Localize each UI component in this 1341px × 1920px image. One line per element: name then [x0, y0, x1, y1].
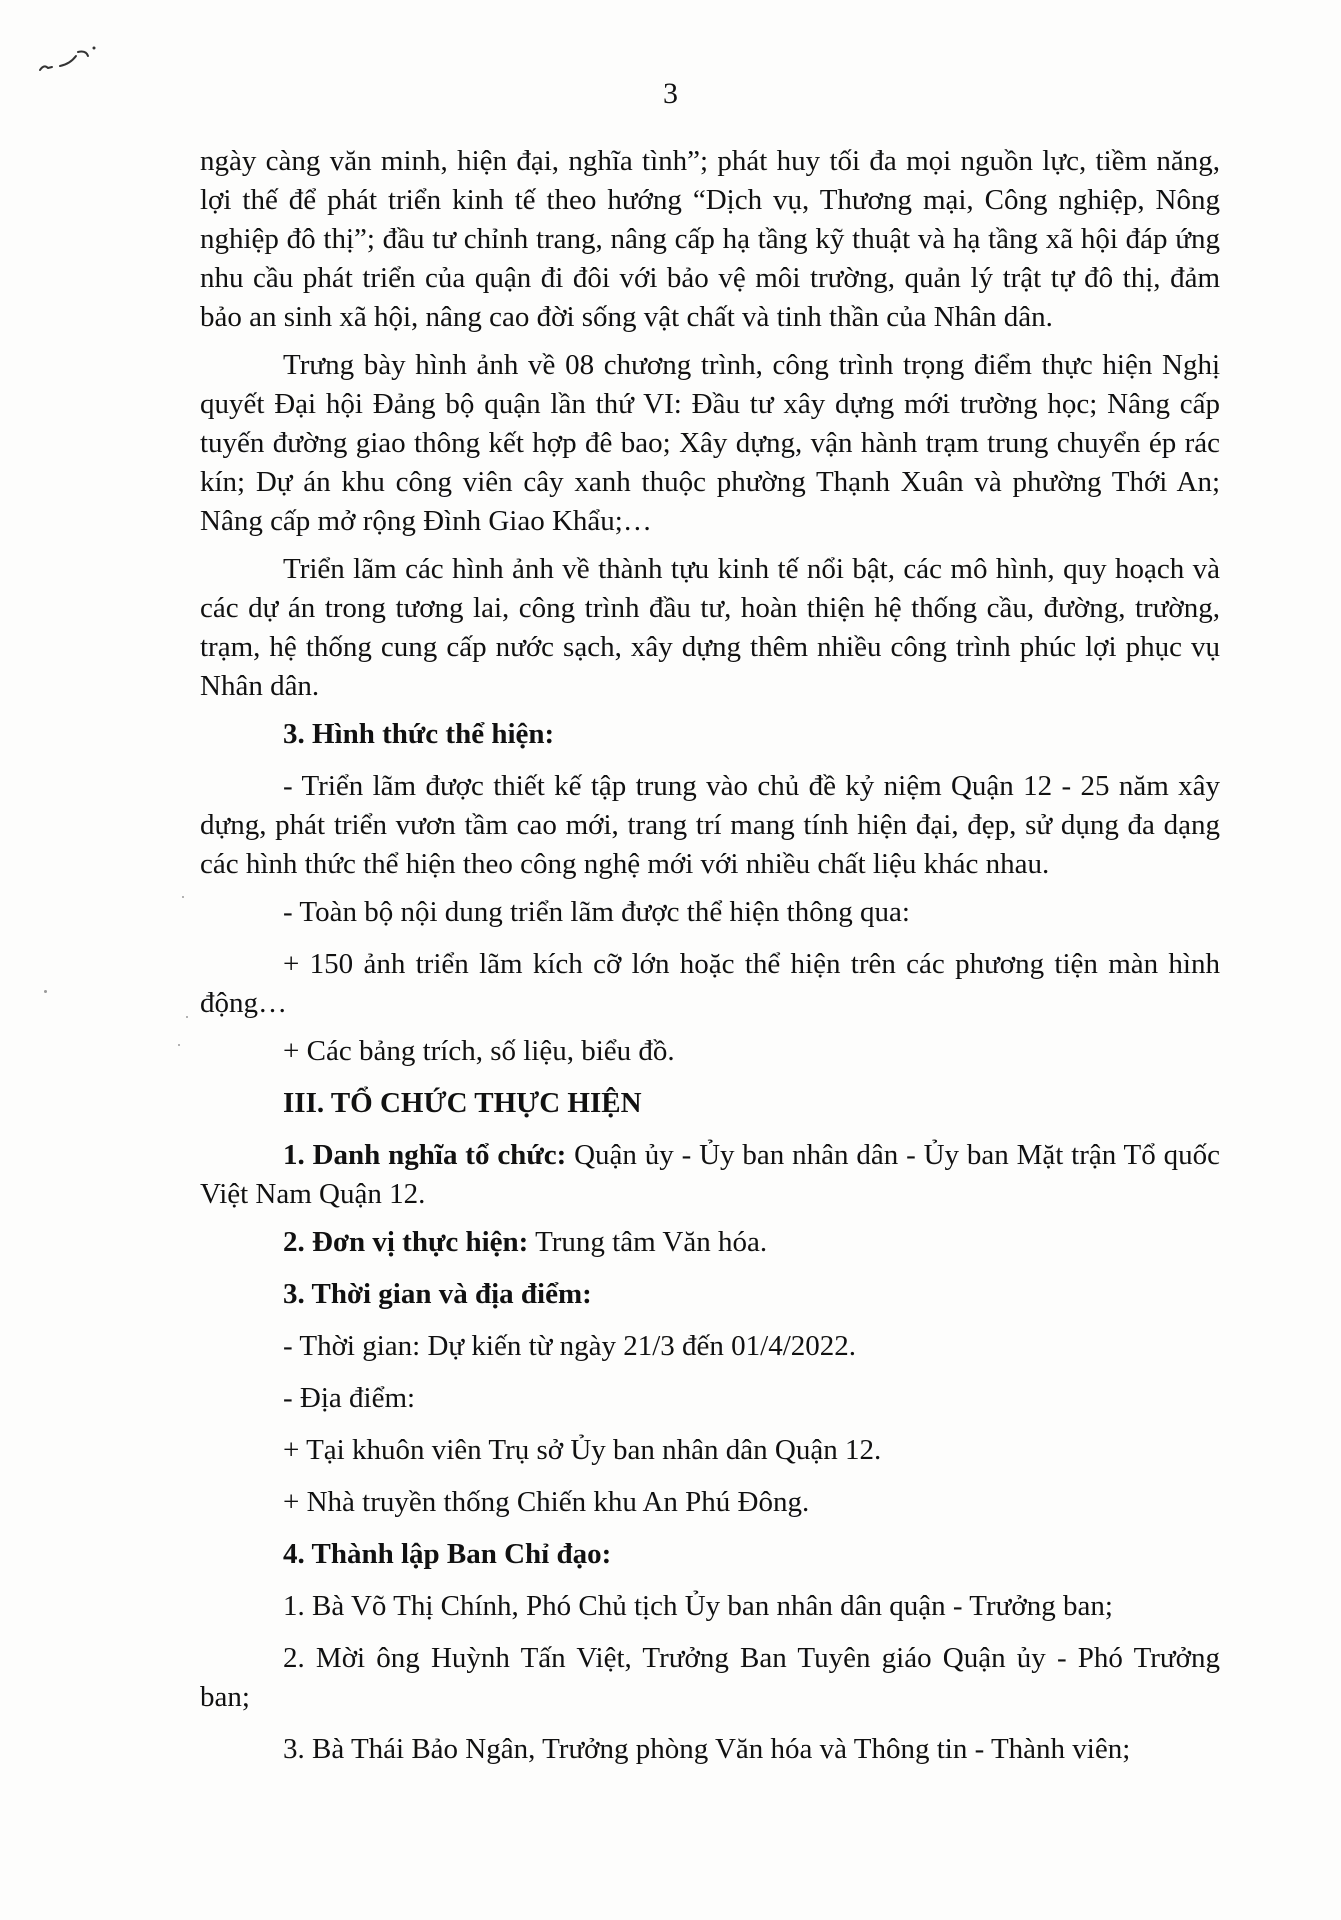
- list-item: [200, 1483, 1220, 1522]
- paragraph-heading: III. TỔ CHỨC THỰC HIỆN: [283, 1087, 642, 1119]
- paragraph: [200, 1223, 1220, 1262]
- paragraph: [200, 550, 1220, 706]
- scan-speck: [182, 896, 184, 898]
- paragraph-text: - Toàn bộ nội dung triển lãm được thể hiện thông qua:: [283, 896, 910, 928]
- list-item: [200, 1587, 1220, 1626]
- paragraph-text: + Các bảng trích, số liệu, biểu đồ.: [283, 1035, 675, 1067]
- scan-speck: [178, 1044, 180, 1046]
- list-item: [200, 1639, 1220, 1717]
- paragraph-text: + 150 ảnh triển lãm kích cỡ lớn hoặc thể hiện trên các phương tiện màn hình động…: [200, 948, 1220, 1019]
- list-item: [200, 1431, 1220, 1470]
- list-item: [200, 945, 1220, 1023]
- paragraph-text: Triển lãm các hình ảnh về thành tựu kinh tế nổi bật, các mô hình, quy hoạch và các dự án trong tương lai, công trình đầu tư, hoàn thiện hệ thống cầu, đường, trường, trạm, hệ thống cung cấp nước sạch, xây dựng thêm nhiều công trình phúc lợi phục vụ Nhân dân.: [200, 553, 1220, 702]
- page-number: 3: [663, 77, 678, 110]
- document-body: [200, 142, 1220, 1778]
- paragraph: [200, 346, 1220, 541]
- paragraph-heading: 3. Thời gian và địa điểm:: [283, 1278, 592, 1310]
- paragraph-text: + Nhà truyền thống Chiến khu An Phú Đông.: [283, 1486, 810, 1518]
- paragraph: [200, 893, 1220, 932]
- paragraph: [200, 1379, 1220, 1418]
- section-heading: [200, 1275, 1220, 1314]
- list-item: [200, 1730, 1220, 1769]
- paragraph: [200, 767, 1220, 884]
- scan-speck: [186, 1016, 188, 1018]
- list-item: [200, 1032, 1220, 1071]
- paragraph: [200, 142, 1220, 337]
- section-heading: [200, 1084, 1220, 1123]
- paragraph-heading: 3. Hình thức thể hiện:: [283, 718, 555, 750]
- paragraph-heading: 4. Thành lập Ban Chỉ đạo:: [283, 1538, 612, 1570]
- paragraph-text: 1. Bà Võ Thị Chính, Phó Chủ tịch Ủy ban nhân dân quận - Trưởng ban;: [283, 1590, 1113, 1622]
- paragraph-heading: 1. Danh nghĩa tổ chức:: [283, 1139, 567, 1171]
- paragraph-text: - Thời gian: Dự kiến từ ngày 21/3 đến 01/4/2022.: [283, 1330, 857, 1362]
- paragraph-text: 2. Mời ông Huỳnh Tấn Việt, Trưởng Ban Tuyên giáo Quận ủy - Phó Trưởng ban;: [200, 1642, 1220, 1713]
- section-heading: [200, 1535, 1220, 1574]
- section-heading: [200, 715, 1220, 754]
- paragraph-text: Quận ủy - Ủy ban nhân dân - Ủy ban Mặt trận Tổ quốc Việt Nam Quận 12.: [200, 1139, 1220, 1210]
- paragraph-text: Trưng bày hình ảnh về 08 chương trình, công trình trọng điểm thực hiện Nghị quyết Đại hội Đảng bộ quận lần thứ VI: Đầu tư xây dựng mới trường học; Nâng cấp tuyến đường giao thông kết hợp đê bao; Xây dựng, vận hành trạm trung chuyển ép rác kín; Dự án khu công viên cây xanh thuộc phường Thạnh Xuân và phường Thới An; Nâng cấp mở rộng Đình Giao Khẩu;…: [200, 349, 1220, 537]
- scan-speck: [44, 990, 47, 993]
- paragraph-heading: 2. Đơn vị thực hiện:: [283, 1226, 529, 1258]
- paragraph-text: - Triển lãm được thiết kế tập trung vào chủ đề kỷ niệm Quận 12 - 25 năm xây dựng, phát triển vươn tầm cao mới, trang trí mang tính hiện đại, đẹp, sử dụng đa dạng các hình thức thể hiện theo công nghệ mới với nhiều chất liệu khác nhau.: [200, 770, 1220, 880]
- paragraph: [200, 1136, 1220, 1214]
- paragraph-text: 3. Bà Thái Bảo Ngân, Trưởng phòng Văn hóa và Thông tin - Thành viên;: [283, 1733, 1131, 1765]
- paragraph-text: Trung tâm Văn hóa.: [528, 1226, 768, 1258]
- paragraph-text: - Địa điểm:: [283, 1382, 416, 1414]
- paragraph-text: + Tại khuôn viên Trụ sở Ủy ban nhân dân Quận 12.: [283, 1434, 882, 1466]
- paragraph: [200, 1327, 1220, 1366]
- paragraph-text: ngày càng văn minh, hiện đại, nghĩa tình”; phát huy tối đa mọi nguồn lực, tiềm năng, lợi thế để phát triển kinh tế theo hướng “Dịch vụ, Thương mại, Công nghiệp, Nông nghiệp đô thị”; đầu tư chỉnh trang, nâng cấp hạ tầng kỹ thuật và hạ tầng xã hội đáp ứng nhu cầu phát triển của quận đi đôi với bảo vệ môi trường, quản lý trật tự đô thị, đảm bảo an sinh xã hội, nâng cao đời sống vật chất và tinh thần của Nhân dân.: [200, 145, 1220, 333]
